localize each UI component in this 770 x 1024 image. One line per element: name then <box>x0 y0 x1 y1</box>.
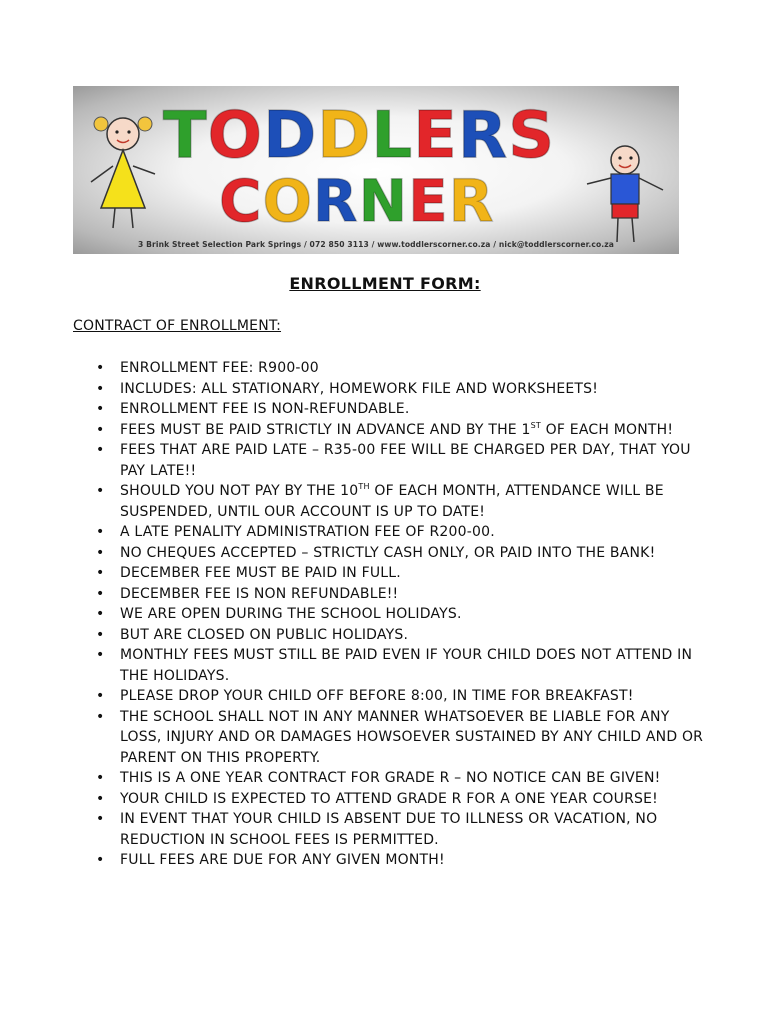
list-item <box>73 707 713 769</box>
term-text: MONTHLY FEES MUST STILL BE PAID EVEN IF YOUR CHILD DOES NOT ATTEND IN THE HOLIDAYS. <box>120 647 693 684</box>
ordinal-suffix: TH <box>358 482 370 491</box>
term-text: SHOULD YOU NOT PAY BY THE 10 <box>120 483 359 499</box>
term-text: DECEMBER FEE IS NON REFUNDABLE!! <box>120 585 399 602</box>
logo-letter: S <box>508 99 556 173</box>
term-text: OF EACH MONTH, ATTENDANCE WILL BE SUSPENDED, UNTIL OUR ACCOUNT IS UP TO DATE! <box>120 483 664 520</box>
term-text: THIS IS A ONE YEAR CONTRACT FOR GRADE R – NO NOTICE CAN BE GIVEN! <box>120 770 661 786</box>
logo-letter: O <box>207 99 264 173</box>
boy-drawing-icon <box>581 144 667 248</box>
list-item <box>73 481 713 522</box>
list-item <box>73 563 713 584</box>
logo-letter: L <box>371 99 414 173</box>
list-item <box>73 420 713 441</box>
term-text: BUT ARE CLOSED ON PUBLIC HOLIDAYS. <box>120 626 409 643</box>
list-item <box>73 379 713 400</box>
term-text: ENROLLMENT FEE IS NON-REFUNDABLE. <box>120 401 410 417</box>
logo-letter: D <box>317 99 372 173</box>
girl-drawing-icon <box>87 112 159 232</box>
logo-letter: O <box>262 167 313 235</box>
terms-list <box>73 358 713 871</box>
list-item <box>73 686 713 707</box>
list-item <box>73 625 713 646</box>
term-text: IN EVENT THAT YOUR CHILD IS ABSENT DUE TO ILLNESS OR VACATION, NO REDUCTION IN SCHOOL FEES IS PERMITTED. <box>120 811 658 848</box>
list-item <box>73 604 713 625</box>
logo-word-toddlers <box>163 99 556 173</box>
term-text: FULL FEES ARE DUE FOR ANY GIVEN MONTH! <box>120 852 445 868</box>
logo-banner <box>73 86 679 254</box>
logo-letter: R <box>312 167 359 235</box>
list-item <box>73 522 713 543</box>
term-text: WE ARE OPEN DURING THE SCHOOL HOLIDAYS. <box>120 606 462 622</box>
term-text: FEES MUST BE PAID STRICTLY IN ADVANCE AND BY THE 1 <box>120 421 531 438</box>
list-item <box>73 440 713 481</box>
logo-letter: R <box>457 99 509 173</box>
term-text: NO CHEQUES ACCEPTED – STRICTLY CASH ONLY, OR PAID INTO THE BANK! <box>120 544 656 561</box>
term-text: DECEMBER FEE MUST BE PAID IN FULL. <box>120 565 401 581</box>
logo-letter: T <box>163 99 208 173</box>
logo-letter: E <box>413 99 458 173</box>
logo-letter: C <box>219 167 263 235</box>
list-item <box>73 584 713 605</box>
logo-letter: D <box>263 99 318 173</box>
logo-word-corner <box>219 167 495 235</box>
list-item <box>73 768 713 789</box>
contact-line: 3 Brink Street Selection Park Springs / 072 850 3113 / www.toddlerscorner.co.za / nick@toddlerscorner.co.za <box>138 240 614 249</box>
form-title: ENROLLMENT FORM: <box>289 274 481 293</box>
term-text: OF EACH MONTH! <box>541 421 674 438</box>
list-item <box>73 399 713 420</box>
term-text: FEES THAT ARE PAID LATE – R35-00 FEE WILL BE CHARGED PER DAY, THAT YOU PAY LATE!! <box>120 442 691 479</box>
list-item <box>73 809 713 850</box>
list-item <box>73 789 713 810</box>
term-text: PLEASE DROP YOUR CHILD OFF BEFORE 8:00, IN TIME FOR BREAKFAST! <box>120 688 634 704</box>
logo-letter: R <box>448 167 495 235</box>
term-text: A LATE PENALITY ADMINISTRATION FEE OF R200-00. <box>120 524 495 540</box>
contract-heading: CONTRACT OF ENROLLMENT: <box>73 318 282 334</box>
list-item <box>73 358 713 379</box>
logo-letter: E <box>408 167 449 235</box>
term-text: INCLUDES: ALL STATIONARY, HOMEWORK FILE AND WORKSHEETS! <box>120 380 599 397</box>
term-text: ENROLLMENT FEE: R900-00 <box>120 360 319 376</box>
term-text: THE SCHOOL SHALL NOT IN ANY MANNER WHATSOEVER BE LIABLE FOR ANY LOSS, INJURY AND OR DAMAGES HOWSOEVER SUSTAINED BY ANY CHILD AND OR PARENT ON THIS PROPERTY. <box>120 708 704 766</box>
term-text: YOUR CHILD IS EXPECTED TO ATTEND GRADE R FOR A ONE YEAR COURSE! <box>120 790 658 807</box>
list-item <box>73 543 713 564</box>
ordinal-suffix: ST <box>530 420 541 430</box>
logo-letter: N <box>358 167 409 235</box>
list-item <box>73 645 713 686</box>
list-item <box>73 850 713 871</box>
